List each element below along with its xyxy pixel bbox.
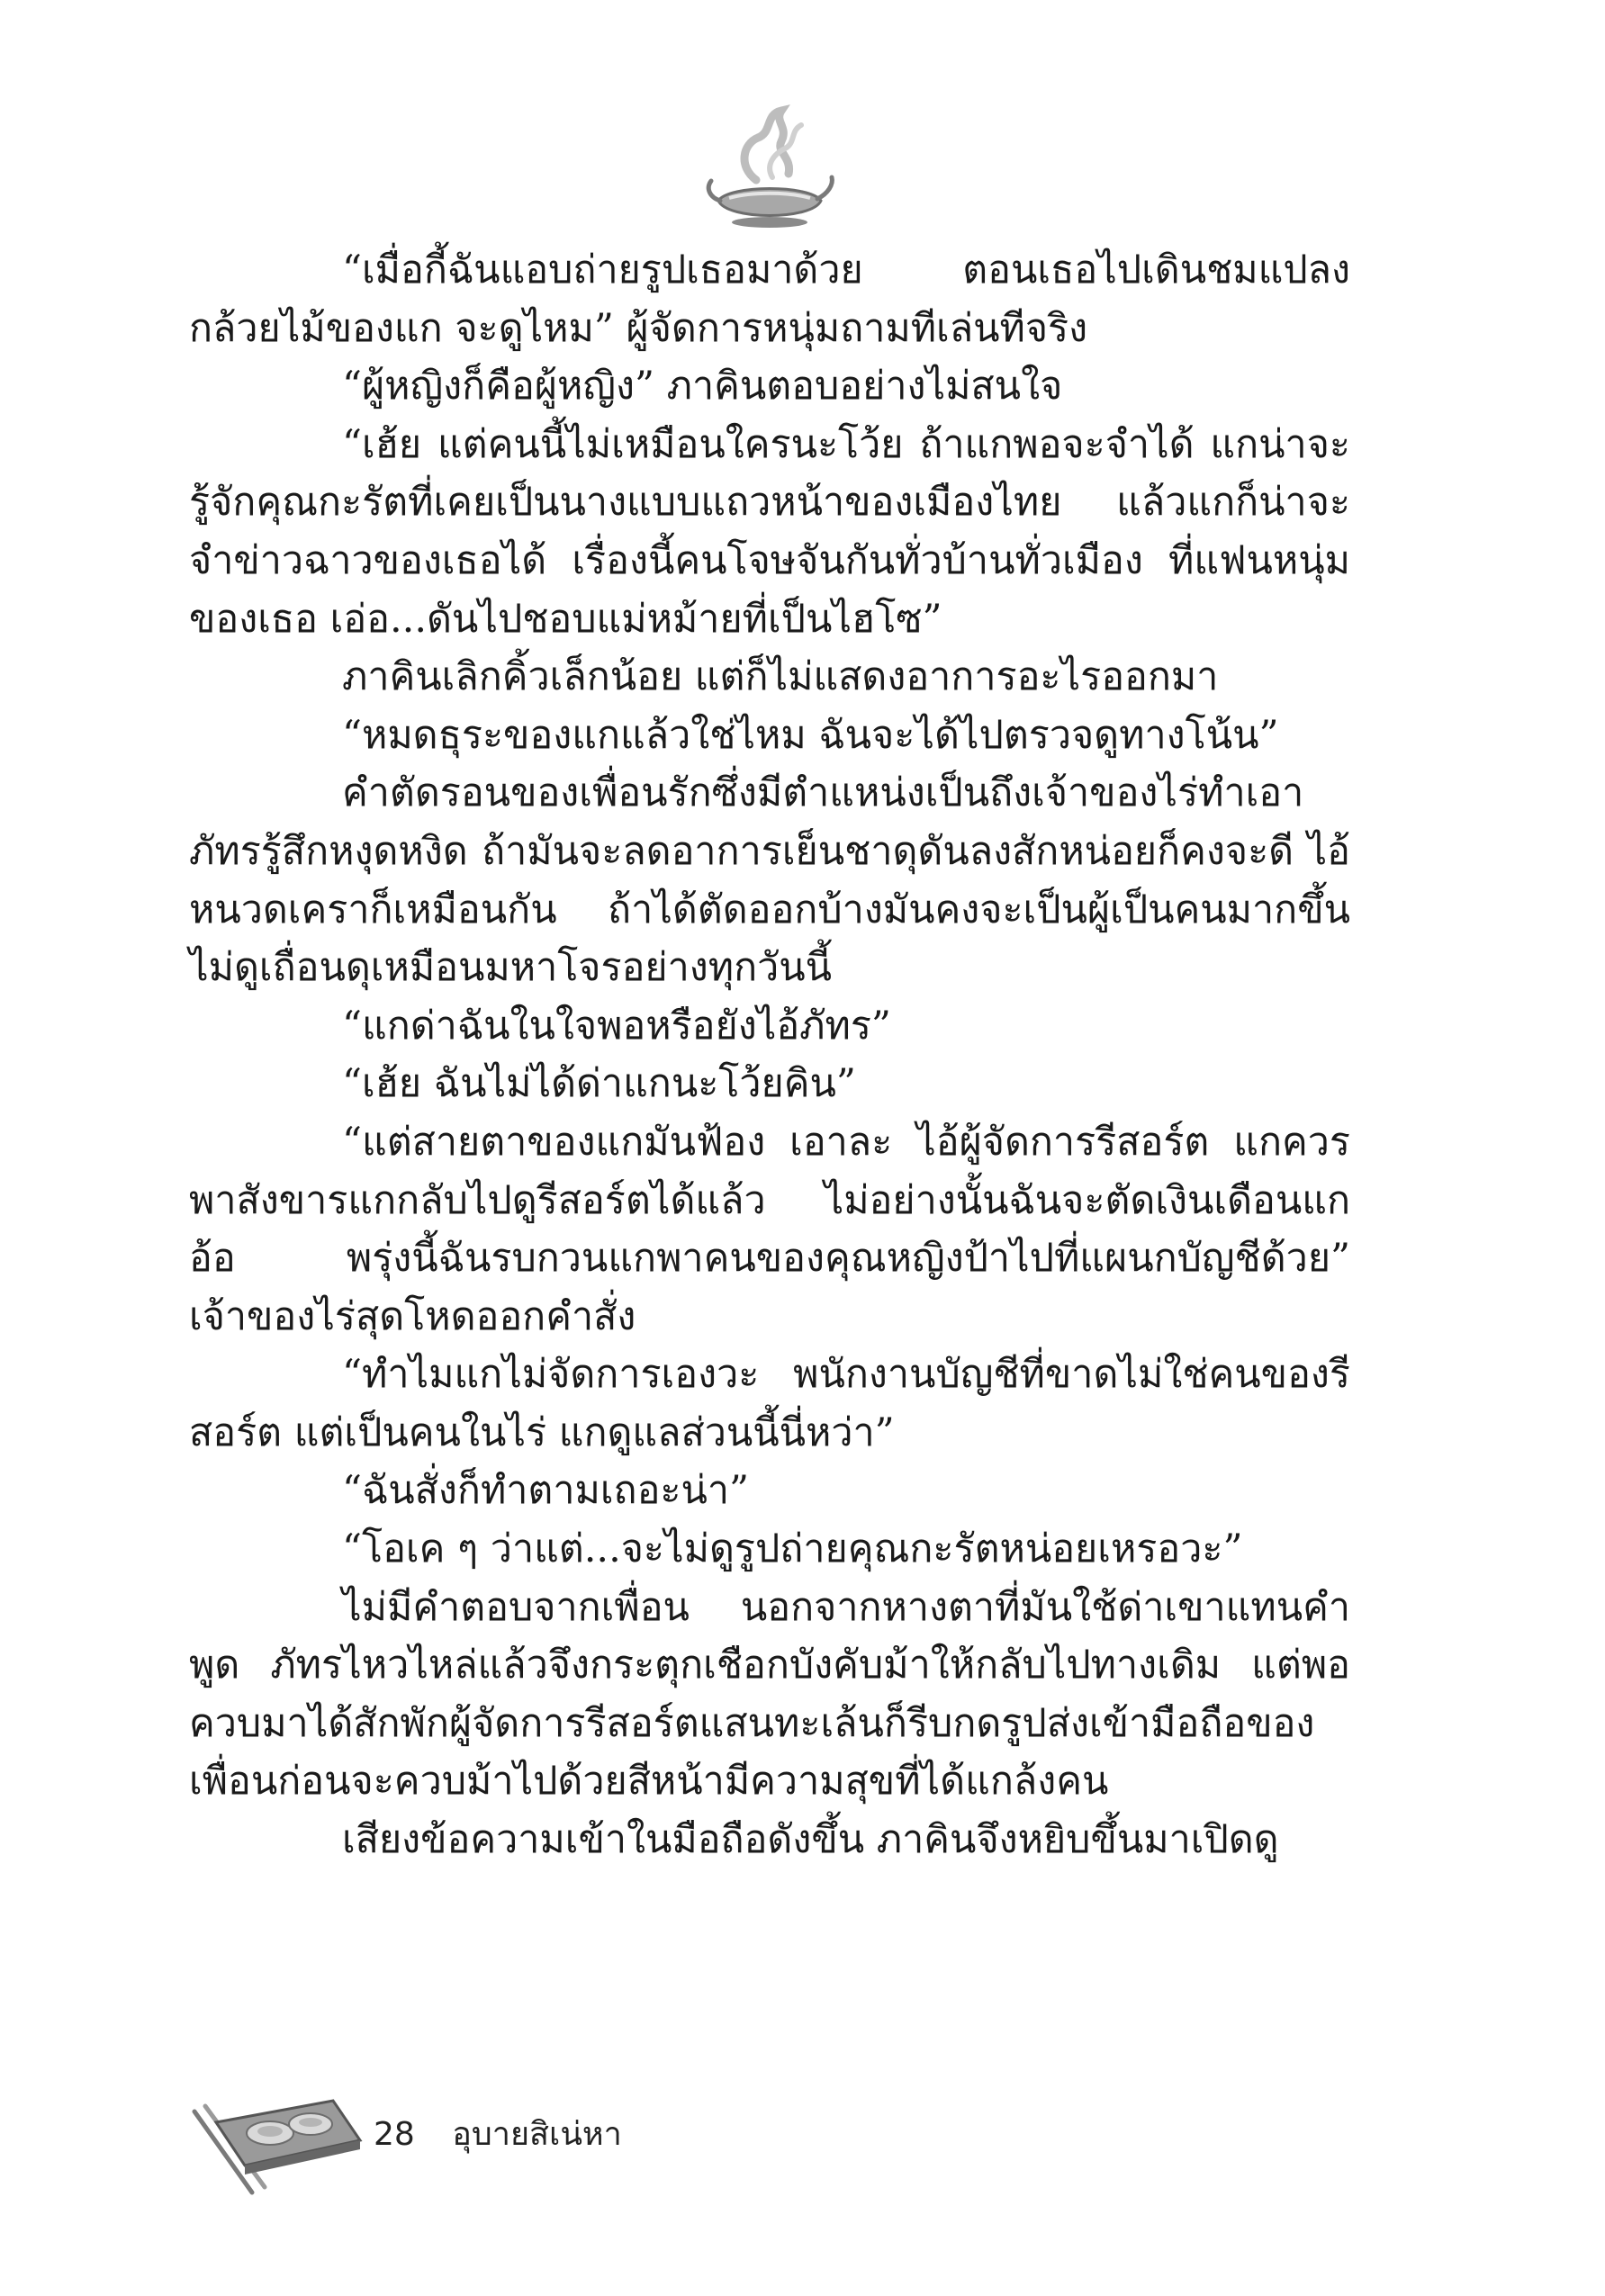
body-text <box>189 241 1350 1869</box>
paragraph: “โอเค ๆ ว่าแต่...จะไม่ดูรูปถ่ายคุณกะรัตหน่อยเหรอวะ” <box>342 1526 1243 1572</box>
page-footer <box>189 2086 909 2203</box>
paragraph: “เฮ้ย ฉันไม่ได้ด่าแกนะโว้ยคิน” <box>342 1061 856 1107</box>
paragraph: “ฉันสั่งก็ทำตามเถอะน่า” <box>342 1468 750 1514</box>
footer-text <box>374 2108 622 2159</box>
paragraph: เสียงข้อความเข้าในมือถือดังขึ้น ภาคินจึงหยิบขึ้นมาเปิดดู <box>342 1817 1279 1863</box>
paragraph: คำตัดรอนของเพื่อนรักซึ่งมีตำแหน่งเป็นถึงเจ้าของไร่ทำเอาภัทรรู้สึกหงุดหงิด ถ้ามันจะลดอาการเย็นชาดุดันลงสักหน่อยก็คงจะดี ไอ้หนวดเคราก็เหมือนกัน ถ้าได้ตัดออกบ้างมันคงจะเป็นผู้เป็นคนมากขึ้น ไม่ดูเถื่อนดุเหมือนมหาโจรอย่างทุกวันนี้ <box>189 770 1350 991</box>
paragraph: “แกด่าฉันในใจพอหรือยังไอ้ภัทร” <box>342 1003 891 1049</box>
paragraph: “แต่สายตาของแกมันฟ้อง เอาละ ไอ้ผู้จัดการรีสอร์ต แกควรพาสังขารแกกลับไปดูรีสอร์ตได้แล้ว ไม่อย่างนั้นฉันจะตัดเงินเดือนแก อ้อ พรุ่งนี้ฉันรบกวนแกพาคนของคุณหญิงป้าไปที่แผนกบัญชีด้วย” เจ้าของไร่สุดโหดออกคำสั่ง <box>189 1119 1350 1339</box>
paragraph: “หมดธุระของแกแล้วใช่ไหม ฉันจะได้ไปตรวจดูทางโน้น” <box>342 712 1279 758</box>
paragraph: “เมื่อกี้ฉันแอบถ่ายรูปเธอมาด้วย ตอนเธอไปเดินชมแปลงกล้วยไม้ของแก จะดูไหม” ผู้จัดการหนุ่มถามทีเล่นทีจริง <box>189 248 1350 351</box>
sushi-plate-chopsticks-icon <box>189 2086 369 2199</box>
paragraph: “เฮ้ย แต่คนนี้ไม่เหมือนใครนะโว้ย ถ้าแกพอจะจำได้ แกน่าจะรู้จักคุณกะรัตที่เคยเป็นนางแบบแถวหน้าของเมืองไทย แล้วแกก็น่าจะจำข่าวฉาวของเธอได้ เรื่องนี้คนโจษจันกันทั่วบ้านทั่วเมือง ที่แฟนหนุ่มของเธอ เอ่อ...ดันไปชอบแม่หม้ายที่เป็นไฮโซ” <box>189 421 1350 642</box>
paragraph: “ผู้หญิงก็คือผู้หญิง” ภาคินตอบอย่างไม่สนใจ <box>342 364 1063 410</box>
teapot-steam-icon <box>702 95 837 239</box>
paragraph: ไม่มีคำตอบจากเพื่อน นอกจากหางตาที่มันใช้ด่าเขาแทนคำพูด ภัทรไหวไหล่แล้วจึงกระตุกเชือกบังคับม้าให้กลับไปทางเดิม แต่พอควบมาได้สักพักผู้จัดการรีสอร์ตแสนทะเล้นก็รีบกดรูปส่งเข้ามือถือของเพื่อนก่อนจะควบม้าไปด้วยสีหน้ามีความสุขที่ได้แกล้งคน <box>189 1584 1350 1805</box>
book-title: อุบายสิเน่หา <box>452 2116 622 2153</box>
paragraph: “ทำไมแกไม่จัดการเองวะ พนักงานบัญชีที่ขาดไม่ใช่คนของรีสอร์ต แต่เป็นคนในไร่ แกดูแลส่วนนี้นี่หว่า” <box>189 1352 1350 1455</box>
paragraph: ภาคินเลิกคิ้วเล็กน้อย แต่ก็ไม่แสดงอาการอะไรออกมา <box>342 654 1219 700</box>
page-number: 28 <box>374 2116 415 2153</box>
